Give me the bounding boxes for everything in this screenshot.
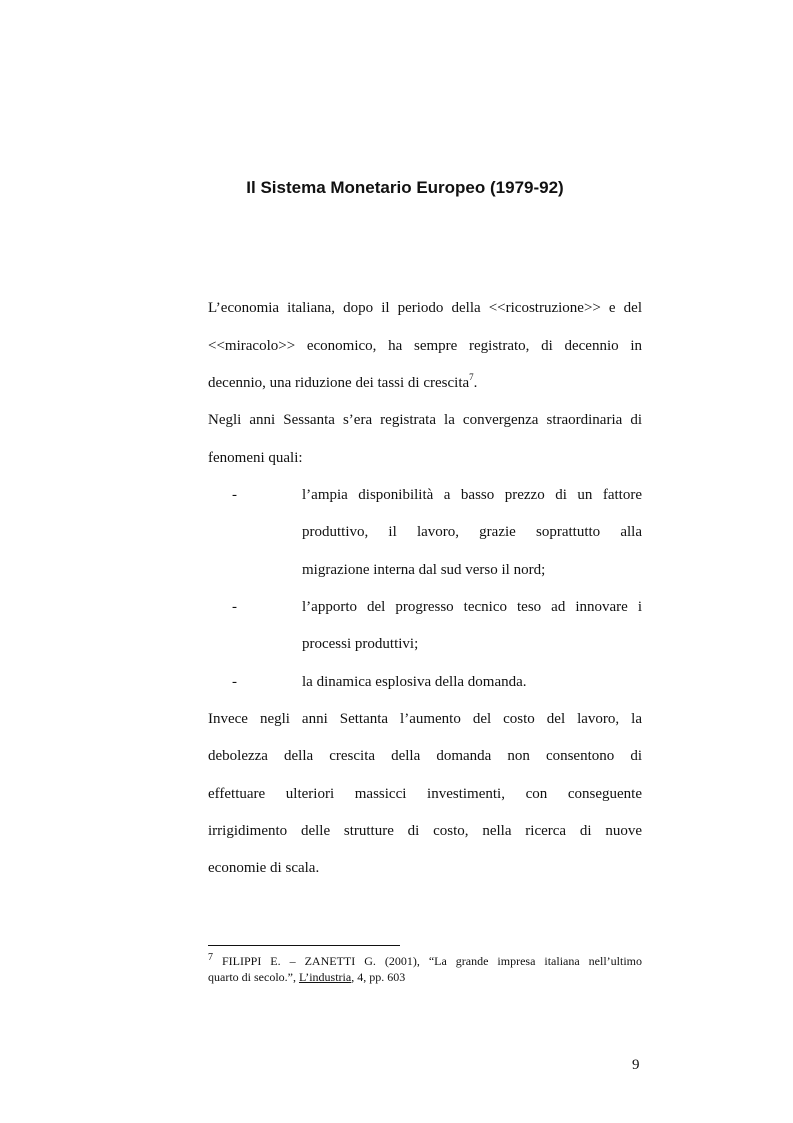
paragraph-3-line-3: effettuare ulteriori massicci investimenti, con conseguente — [208, 786, 642, 802]
page-number: 9 — [632, 1057, 640, 1073]
list-dash: - — [232, 599, 237, 615]
footnote-reference[interactable]: 7 — [469, 372, 474, 382]
list-item-2-line-2: processi produttivi; — [302, 636, 419, 652]
paragraph-3-line-2: debolezza della crescita della domanda non consentono di — [208, 748, 642, 764]
list-dash: - — [232, 487, 237, 503]
paragraph-1-line-1: L’economia italiana, dopo il periodo della <<ricostruzione>> e del — [208, 300, 642, 316]
paragraph-1-line-3-text: decennio, una riduzione dei tassi di crescita — [208, 375, 470, 391]
footnote-line-2-post: , 4, pp. 603 — [351, 970, 406, 984]
list-item-1-line-1: l’ampia disponibilità a basso prezzo di un fattore — [302, 487, 642, 503]
footnote-divider — [208, 945, 400, 946]
list-dash: - — [232, 674, 237, 690]
list-item-1-line-2: produttivo, il lavoro, grazie soprattutto alla — [302, 524, 642, 540]
paragraph-2-line-1: Negli anni Sessanta s’era registrata la convergenza straordinaria di — [208, 412, 642, 428]
list-item-1-line-3: migrazione interna dal sud verso il nord; — [302, 562, 546, 578]
footnote — [208, 953, 642, 985]
paragraph-1-line-3-end: . — [473, 375, 478, 391]
footnote-number: 7 — [208, 952, 213, 963]
footnote-line-2 — [208, 969, 642, 985]
footnote-journal: L’industria — [298, 970, 352, 984]
footnote-line-1-text: FILIPPI E. – ZANETTI G. (2001), “La grande impresa italiana nell’ultimo — [221, 954, 643, 968]
paragraph-3-line-4: irrigidimento delle strutture di costo, nella ricerca di nuove — [208, 823, 642, 839]
page-title: Il Sistema Monetario Europeo (1979-92) — [246, 178, 564, 197]
paragraph-1-line-3 — [208, 373, 642, 393]
paragraph-3-line-5: economie di scala. — [208, 860, 320, 876]
list-item-2-line-1: l’apporto del progresso tecnico teso ad innovare i — [302, 599, 642, 615]
paragraph-3-line-1: Invece negli anni Settanta l’aumento del costo del lavoro, la — [208, 711, 642, 727]
paragraph-2-line-2: fenomeni quali: — [208, 450, 303, 466]
list-item-3-line-1: la dinamica esplosiva della domanda. — [302, 674, 527, 690]
footnote-line-2-pre: quarto di secolo.”, — [208, 970, 299, 984]
footnote-line-1 — [208, 953, 642, 969]
paragraph-1-line-2: <<miracolo>> economico, ha sempre registrato, di decennio in — [208, 338, 642, 354]
